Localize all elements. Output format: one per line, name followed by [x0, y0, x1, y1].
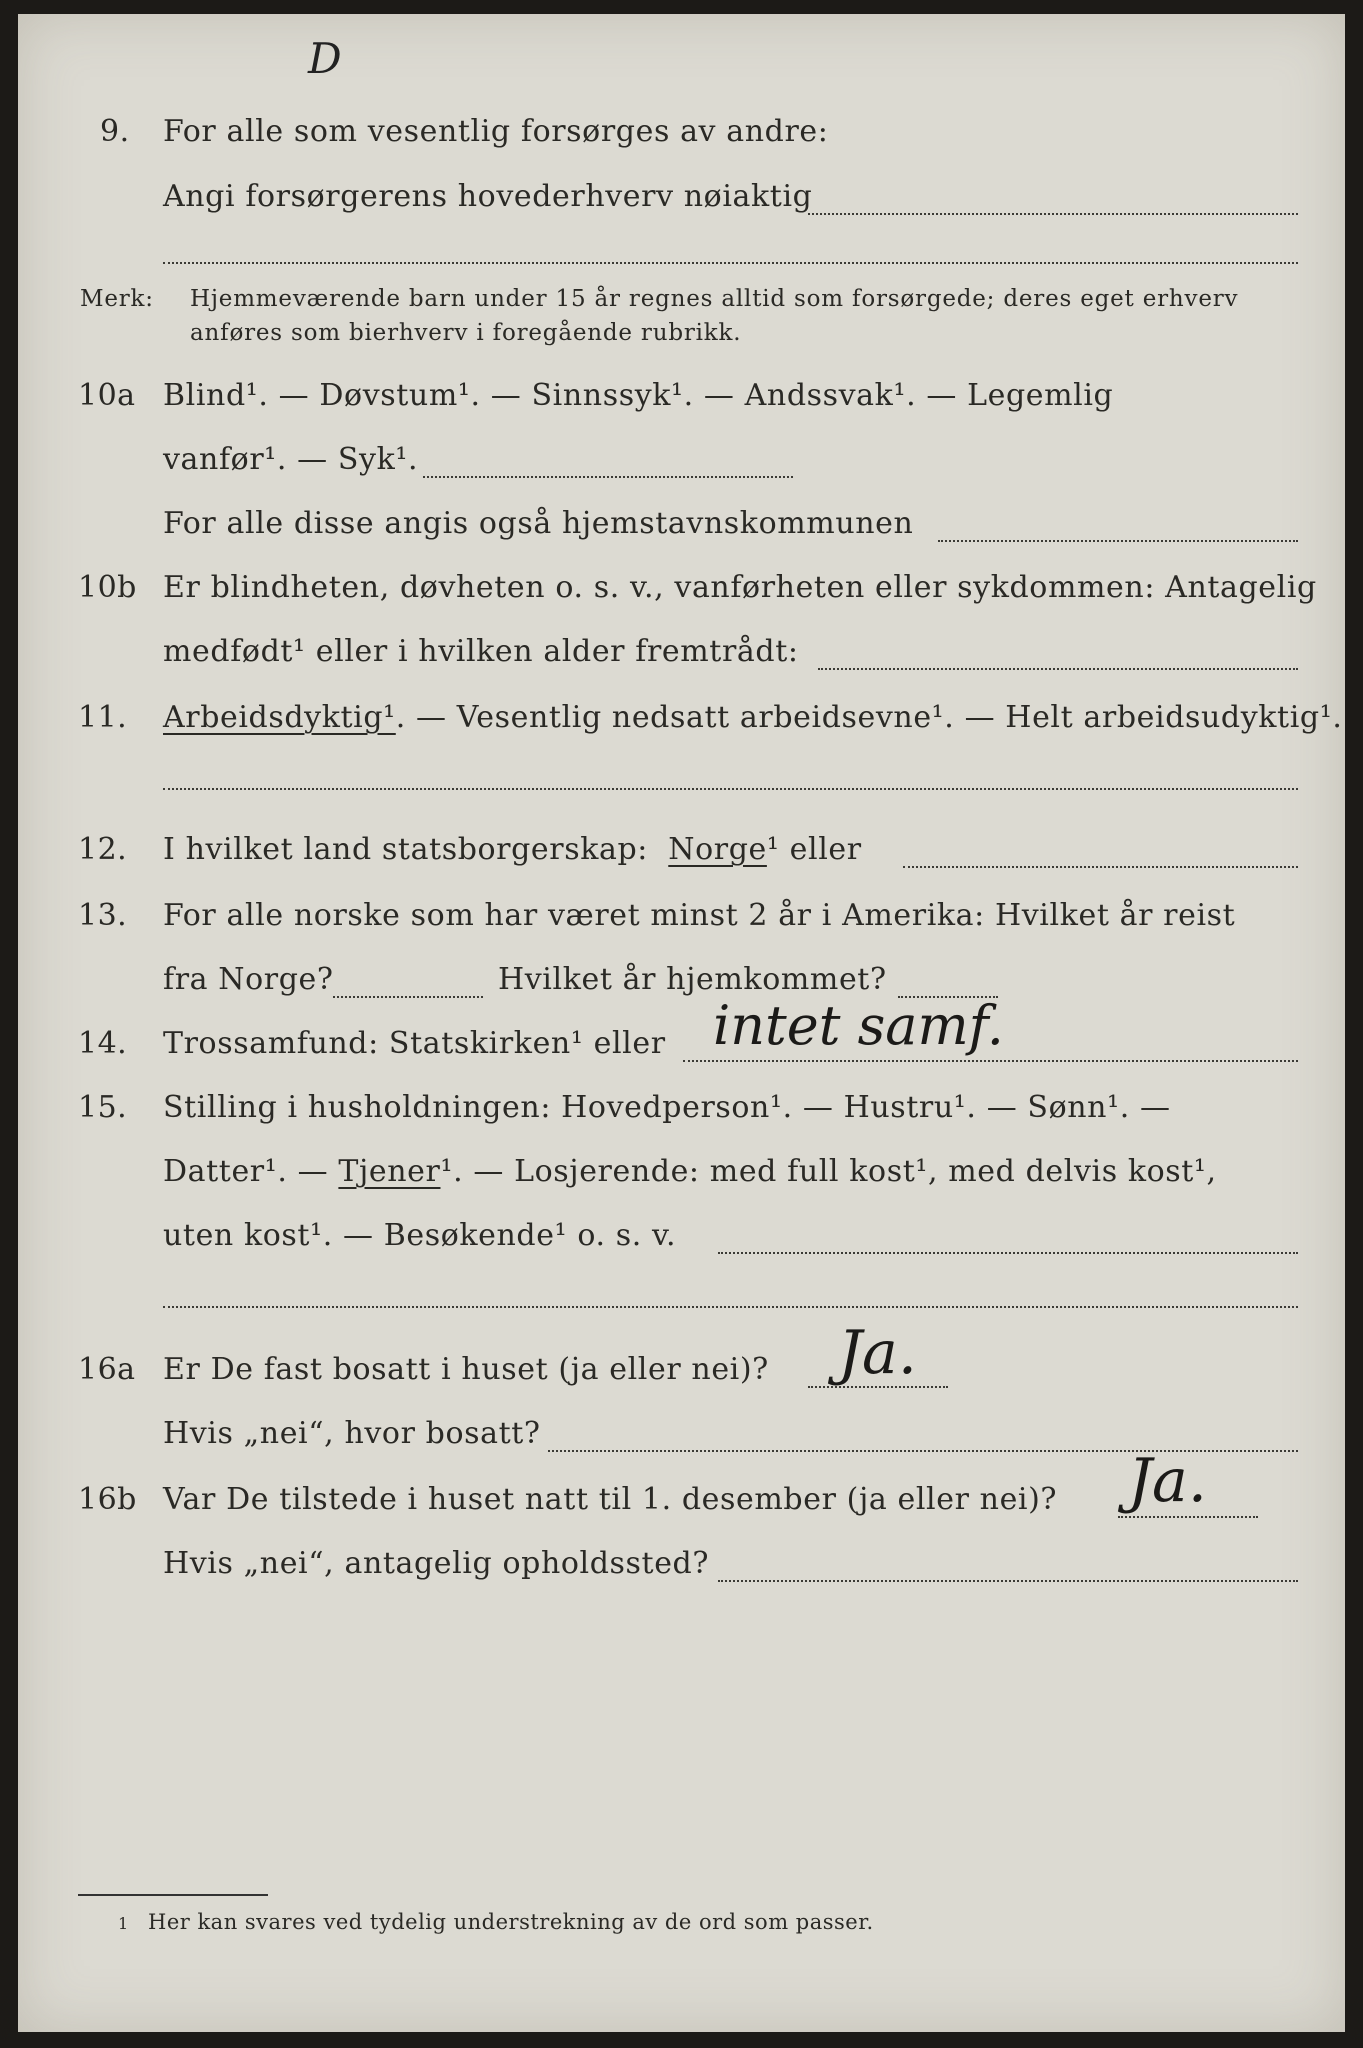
answer-line[interactable]: [808, 213, 1298, 215]
question-text: Blind¹. — Døvstum¹. — Sinnssyk¹. — Andssvak¹. — Legemlig: [163, 378, 1114, 413]
question-9-line2: [18, 179, 1345, 231]
answer-line[interactable]: [163, 788, 1298, 790]
underlined-option[interactable]: Norge: [668, 832, 767, 867]
answer-line[interactable]: [423, 476, 793, 478]
question-16a: [18, 1318, 1345, 1404]
underlined-option[interactable]: Tjener: [338, 1154, 441, 1189]
question-number: 11.: [78, 700, 128, 735]
answer-line[interactable]: [1118, 1516, 1258, 1518]
question-10a-line3: [18, 506, 1345, 558]
question-15-line2: [18, 1154, 1345, 1206]
question-number: 10b: [78, 570, 137, 605]
question-text: Stilling i husholdningen: Hovedperson¹. — Hustru¹. — Sønn¹. —: [163, 1090, 1171, 1125]
answer-line[interactable]: [683, 1060, 1298, 1062]
question-15: [18, 1090, 1345, 1142]
question-text: Er De fast bosatt i huset (ja eller nei)?: [163, 1352, 769, 1387]
question-text: Hvilket år hjemkommet?: [498, 962, 887, 997]
question-13: [18, 898, 1345, 950]
answer-line[interactable]: [903, 866, 1298, 868]
question-number: 14.: [78, 1026, 128, 1061]
answer-line[interactable]: [938, 540, 1298, 542]
question-text: Datter¹. — Tjener¹. — Losjerende: med full kost¹, med delvis kost¹,: [163, 1154, 1217, 1189]
note-text: anføres som bierhverv i foregående rubrikk.: [190, 320, 742, 346]
question-15-line3: [18, 1218, 1345, 1270]
question-text: For alle disse angis også hjemstavnskommunen: [163, 506, 914, 541]
question-text: medfødt¹ eller i hvilken alder fremtrådt:: [163, 634, 799, 669]
question-number: 15.: [78, 1090, 128, 1125]
question-text: Arbeidsdyktig¹. — Vesentlig nedsatt arbeidsevne¹. — Helt arbeidsudyktig¹.: [163, 700, 1343, 735]
question-number: 16a: [78, 1352, 136, 1387]
handwritten-answer: Ja.: [838, 1318, 917, 1388]
footnote: [18, 1910, 1345, 1946]
question-12: [18, 832, 1345, 884]
answer-line[interactable]: [163, 262, 1298, 264]
note-line2: [18, 320, 1345, 360]
census-form-page: [18, 14, 1345, 2032]
question-text: uten kost¹. — Besøkende¹ o. s. v.: [163, 1218, 677, 1253]
question-10b-line2: [18, 634, 1345, 686]
question-text: For alle norske som har været minst 2 år i Amerika: Hvilket år reist: [163, 898, 1236, 933]
question-14: [18, 994, 1345, 1078]
question-text: Trossamfund: Statskirken¹ eller: [163, 1026, 666, 1061]
answer-line[interactable]: [163, 1306, 1298, 1308]
question-16b: [18, 1446, 1345, 1534]
footnote-text: Her kan svares ved tydelig understrekning av de ord som passer.: [148, 1910, 874, 1934]
question-text: Er blindheten, døvheten o. s. v., vanførheten eller sykdommen: Antagelig: [163, 570, 1317, 605]
question-text: Hvis „nei“, antagelig opholdssted?: [163, 1546, 710, 1581]
question-text: Angi forsørgerens hovederhverv nøiaktig: [163, 179, 813, 214]
question-number: 16b: [78, 1482, 137, 1517]
answer-line[interactable]: [718, 1252, 1298, 1254]
question-text: Var De tilstede i huset natt til 1. desember (ja eller nei)?: [163, 1482, 1058, 1517]
question-11: [18, 700, 1345, 752]
handwritten-answer: intet samf.: [713, 994, 1004, 1057]
question-number: 9.: [100, 114, 130, 149]
question-number: 13.: [78, 898, 128, 933]
question-text: Hvis „nei“, hvor bosatt?: [163, 1416, 541, 1451]
question-text: vanfør¹. — Syk¹.: [163, 442, 419, 477]
answer-line[interactable]: [333, 996, 483, 998]
question-text: For alle som vesentlig forsørges av andre:: [163, 114, 829, 149]
question-10b: [18, 570, 1345, 622]
question-number: 12.: [78, 832, 128, 867]
question-number: 10a: [78, 378, 136, 413]
note-text: Hjemmeværende barn under 15 år regnes alltid som forsørgede; deres eget erhverv: [190, 286, 1239, 312]
note-label: Merk:: [80, 286, 154, 312]
question-10a-line2: [18, 442, 1345, 494]
answer-line[interactable]: [718, 1580, 1298, 1582]
question-10a: [18, 378, 1345, 430]
underlined-option[interactable]: Arbeidsdyktig¹: [163, 700, 396, 735]
answer-line[interactable]: [818, 668, 1298, 670]
question-text: I hvilket land statsborgerskap: Norge¹ eller: [163, 832, 862, 867]
handwritten-answer: Ja.: [1128, 1446, 1207, 1516]
corner-handwritten-mark: D: [308, 34, 342, 83]
question-16b-line2: [18, 1546, 1345, 1598]
question-13-line2: [18, 962, 1345, 1014]
footnote-rule: [78, 1894, 268, 1896]
question-9: [18, 114, 1345, 166]
footnote-mark: 1: [118, 1914, 129, 1933]
question-text: fra Norge?: [163, 962, 334, 997]
